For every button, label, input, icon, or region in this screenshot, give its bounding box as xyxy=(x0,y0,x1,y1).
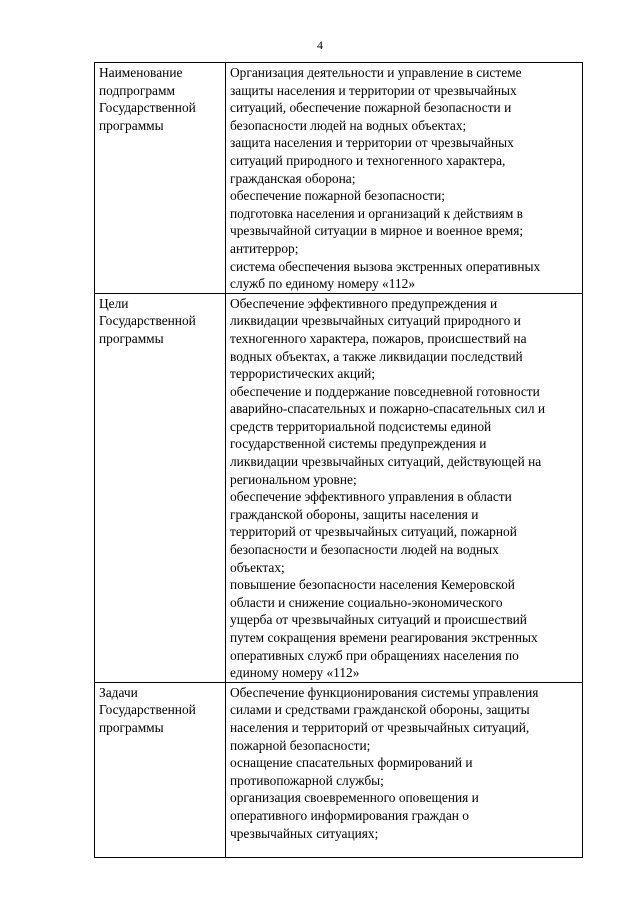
program-table-body xyxy=(95,63,583,858)
row-label-line: Государственной xyxy=(99,313,196,329)
row-content-line: обеспечение и поддержание повседневной готовности xyxy=(230,383,540,399)
row-content-line: безопасности людей на водных объектах; xyxy=(230,117,467,133)
row-content-line: террористических акций; xyxy=(230,366,376,382)
row-subprograms xyxy=(95,63,583,294)
row-content-line: региональном уровне; xyxy=(230,471,357,487)
row-label-line: Государственной xyxy=(99,702,196,718)
row-content-line: служб по единому номеру «112» xyxy=(230,276,416,292)
row-content-line: Организация деятельности и управление в системе xyxy=(230,65,522,80)
row-content-line: путем сокращения времени реагирования экстренных xyxy=(230,630,538,645)
program-table xyxy=(94,62,583,858)
row-content-line: техногенного характера, пожаров, происшествий на xyxy=(230,330,527,346)
row-label-cell xyxy=(95,63,226,294)
row-content-line: оперативного информирования граждан о xyxy=(230,807,470,823)
row-content-line: чрезвычайной ситуации в мирное и военное время; xyxy=(230,223,524,239)
row-label-line: программы xyxy=(99,719,164,735)
row-content-cell xyxy=(226,63,583,294)
row-content-line: защита населения и территории от чрезвычайных xyxy=(230,135,514,151)
row-content-line: противопожарной службы; xyxy=(230,772,384,788)
row-content-line: территорий от чрезвычайных ситуаций, пожарной xyxy=(230,524,517,540)
row-label-cell xyxy=(95,293,226,682)
row-content-line: гражданская оборона; xyxy=(230,170,356,186)
row-label-line: Задачи xyxy=(99,684,138,700)
row-content-line: ликвидации чрезвычайных ситуаций природного и xyxy=(230,313,521,329)
row-content-line: аварийно-спасательных и пожарно-спасательных сил и xyxy=(230,401,546,417)
row-content-line: Обеспечение эффективного предупреждения и xyxy=(230,295,498,311)
row-content-cell xyxy=(226,682,583,857)
row-content-line: ситуаций, обеспечение пожарной безопасности и xyxy=(230,100,512,116)
row-content-line: ущерба от чрезвычайных ситуаций и происшествий xyxy=(230,612,527,628)
row-label-line: Цели xyxy=(99,295,129,311)
row-content-line: чрезвычайных ситуациях; xyxy=(230,825,379,841)
row-content-line: области и снижение социально-экономического xyxy=(230,594,503,610)
row-content-line: Обеспечение функционирования системы управления xyxy=(230,684,539,700)
row-content-line: антитеррор; xyxy=(230,240,299,256)
row-content-line: ликвидации чрезвычайных ситуаций, действующей на xyxy=(230,454,542,470)
page-number: 4 xyxy=(317,38,323,52)
row-content-line: обеспечение эффективного управления в области xyxy=(230,489,512,505)
row-content-line: силами и средствами гражданской обороны, защиты xyxy=(230,702,530,718)
row-content-line: оперативных служб при обращениях населения по xyxy=(230,647,519,663)
row-content-line: пожарной безопасности; xyxy=(230,737,371,753)
row-content-line: населения и территорий от чрезвычайных ситуаций, xyxy=(230,719,530,735)
row-goals xyxy=(95,293,583,682)
row-content-line: ситуаций природного и техногенного характера, xyxy=(230,152,506,168)
row-content-line: система обеспечения вызова экстренных оперативных xyxy=(230,258,541,274)
row-label-cell xyxy=(95,682,226,857)
row-content-line: единому номеру «112» xyxy=(230,665,360,681)
row-content-line: защиты населения и территории от чрезвычайных xyxy=(230,82,517,98)
row-label-line: Государственной xyxy=(99,100,196,116)
row-content-line: объектах; xyxy=(230,559,285,575)
row-content-line: оснащение спасательных формирований и xyxy=(230,755,473,771)
row-content-line: повышение безопасности населения Кемеровской xyxy=(230,577,515,593)
row-content-line: обеспечение пожарной безопасности; xyxy=(230,188,446,204)
row-label-line: программы xyxy=(99,330,164,346)
row-content-line: организация своевременного оповещения и xyxy=(230,790,479,806)
row-content-line: средств территориальной подсистемы единой xyxy=(230,418,492,434)
row-label-line: Наименование xyxy=(99,65,183,80)
row-tasks xyxy=(95,682,583,857)
row-content-cell xyxy=(226,293,583,682)
row-label-line: подпрограмм xyxy=(99,82,175,98)
row-label-line: программы xyxy=(99,117,164,133)
row-content-line: водных объектах, а также ликвидации последствий xyxy=(230,348,523,364)
row-content-line: государственной системы предупреждения и xyxy=(230,436,487,452)
row-content-line: гражданской обороны, защиты населения и xyxy=(230,506,479,522)
row-content-line: безопасности и безопасности людей на водных xyxy=(230,542,499,558)
row-content-line: подготовка населения и организаций к действиям в xyxy=(230,205,523,221)
